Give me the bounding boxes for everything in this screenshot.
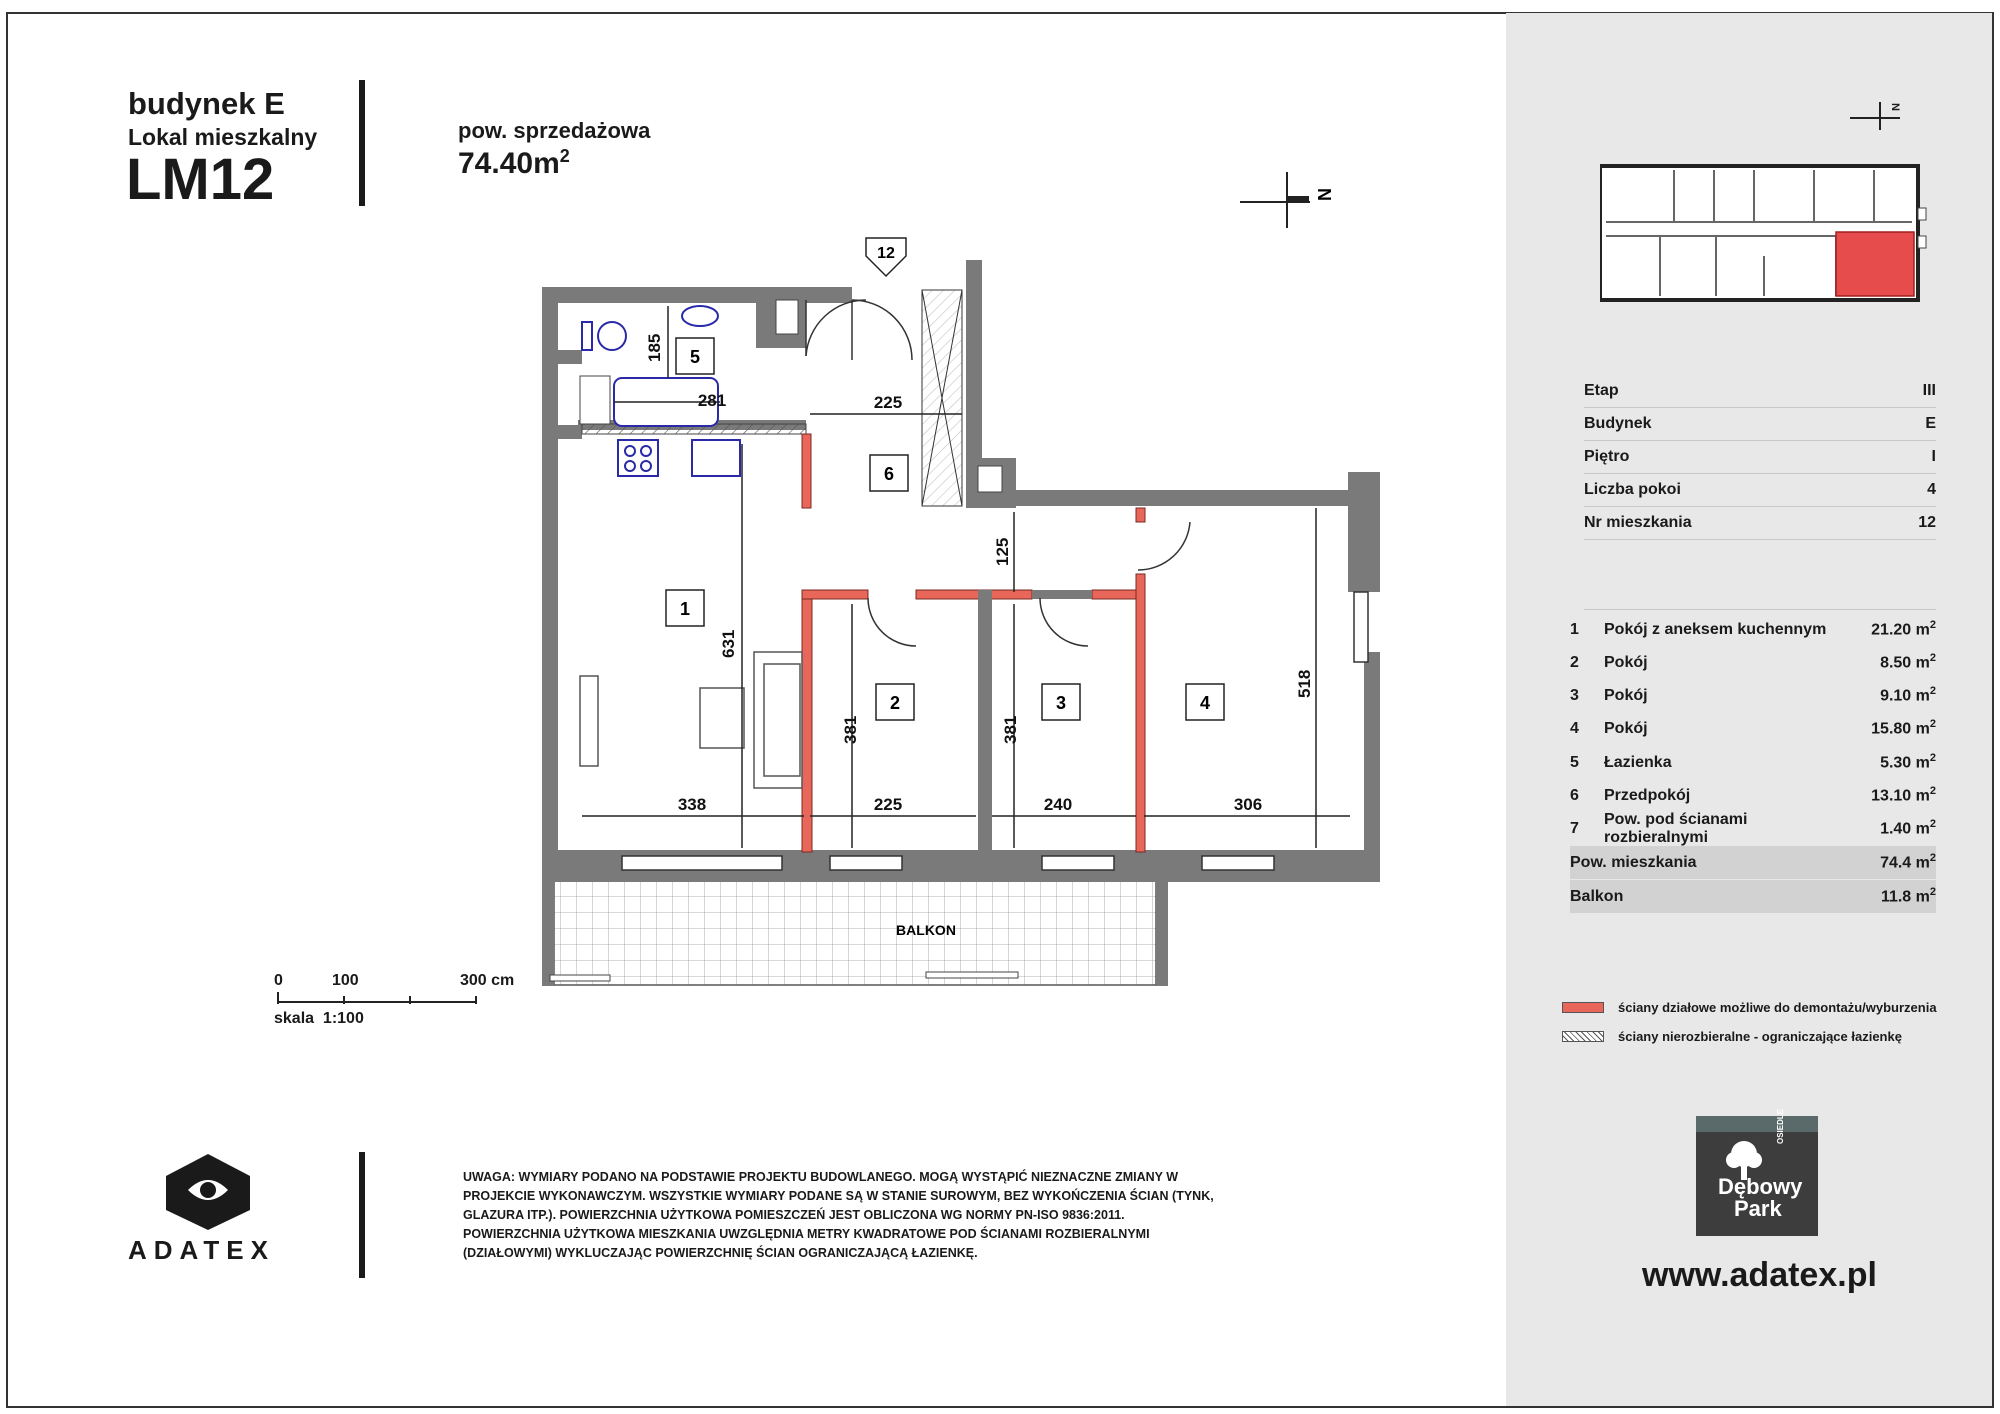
scale-tick-0: 0 xyxy=(274,972,283,989)
building-title: budynek E xyxy=(128,86,285,121)
estate-line2: Park xyxy=(1734,1196,1782,1221)
room-number-2: 2 xyxy=(889,693,901,713)
room-number-3: 3 xyxy=(1055,693,1067,713)
room-row: 7 Pow. pod ścianami rozbieralnymi 1.40 $m^2$ xyxy=(1570,810,1936,846)
room-row: 5 Łazienka 5.30 $m^2$ xyxy=(1570,752,1936,772)
dim-240: 240 xyxy=(1043,795,1073,814)
room-number-6: 6 xyxy=(883,464,895,484)
dim-338: 338 xyxy=(677,795,707,814)
room-row: 1 Pokój z aneksem kuchennym 21.20 $m^2$ xyxy=(1570,619,1936,639)
footer-divider xyxy=(359,1152,365,1278)
balcony-label: BALKON xyxy=(896,922,956,938)
room-number-5: 5 xyxy=(689,347,701,367)
info-row: Etap III xyxy=(1584,374,1936,408)
info-row: Piętro I xyxy=(1584,440,1936,474)
estate-line1: Dębowy xyxy=(1718,1174,1803,1199)
scale-tick-300: 300 cm xyxy=(460,972,515,989)
room-row: 4 Pokój 15.80 $m^2$ xyxy=(1570,718,1936,738)
legend-bathroom-walls: ściany nierozbieralne - ograniczające łazienkę xyxy=(1562,1029,1902,1044)
info-row: Budynek E xyxy=(1584,407,1936,441)
total-row: Balkon 11.8 $m^2$ xyxy=(1570,880,1936,913)
room-row: 6 Przedpokój 13.10 $m^2$ xyxy=(1570,785,1936,805)
room-number-1: 1 xyxy=(679,599,691,619)
unit-type: Lokal mieszkalny xyxy=(128,124,318,150)
disclaimer-note: UWAGA: WYMIARY PODANO NA PODSTAWIE PROJEKTU BUDOWLANEGO. MOGĄ WYSTĄPIĆ NIEZNACZNE ZMIANY W PROJEKCIE WYKONAWCZYM. WSZYSTKIE WYMIARY PODANE SĄ W STANIE SUROWYM, BEZ WYKOŃCZENIA ŚCIAN (TYNK, GLAZURA ITP.). POWIERZCHNIA UŻYTKOWA POMIESZCZEŃ JEST OBLICZONA WG NORMY PN-ISO 9836:2011. POWIERZCHNIA UŻYTKOWA MIESZKANIA UWZGLĘDNIA METRY KWADRATOWE POD ŚCIANAMI ROZBIERALNYMI (DZIAŁOWYMI) WYKLUCZAJĄC POWIERZCHNIĘ ŚCIAN OGRANICZAJĄCĄ ŁAZIENKĘ. xyxy=(463,1170,1214,1260)
dim-518: 518 xyxy=(1295,669,1314,698)
north-arrow-icon xyxy=(1240,172,1334,228)
total-row: Pow. mieszkania 74.4 $m^2$ xyxy=(1570,846,1936,879)
dim-225: 225 xyxy=(873,795,903,814)
info-row: Liczba pokoi 4 xyxy=(1584,473,1936,507)
dim-306: 306 xyxy=(1233,795,1263,814)
dim-281: 281 xyxy=(697,391,727,410)
room-row: 3 Pokój 9.10 $m^2$ xyxy=(1570,685,1936,705)
adatex-logo-icon xyxy=(160,1152,256,1232)
balcony xyxy=(554,880,1156,985)
website-url[interactable]: www.adatex.pl xyxy=(1642,1256,1877,1294)
dim-225-hall: 225 xyxy=(873,393,903,412)
area-value: $74.40m^2$ xyxy=(458,146,570,180)
scale-label: skala 1:100 xyxy=(274,1010,364,1027)
dim-381-a: 381 xyxy=(841,715,860,744)
room-row: 2 Pokój 8.50 $m^2$ xyxy=(1570,652,1936,672)
scale-tick-100: 100 xyxy=(332,972,359,989)
scale-bar xyxy=(270,990,490,1012)
room-number-4: 4 xyxy=(1199,693,1211,713)
entrance-number: 12 xyxy=(877,245,895,262)
key-plan-compass-letter: N xyxy=(1888,103,1901,111)
highlighted-unit xyxy=(1836,232,1914,296)
area-label: pow. sprzedażowa xyxy=(458,118,651,143)
unit-code: LM12 xyxy=(126,147,275,212)
legend-removable: ściany działowe możliwe do demontażu/wyburzenia xyxy=(1562,1000,1937,1015)
key-plan xyxy=(1600,96,1940,306)
compass-letter: N xyxy=(1314,188,1334,201)
info-row: Nr mieszkania 12 xyxy=(1584,506,1936,540)
estate-small: OSIEDLE xyxy=(1776,1108,1785,1144)
dim-631: 631 xyxy=(719,629,738,658)
company-name: ADATEX xyxy=(128,1235,275,1265)
dim-185: 185 xyxy=(645,333,664,362)
debowy-park-logo xyxy=(1696,1108,1818,1236)
dim-381-b: 381 xyxy=(1001,715,1020,744)
dim-125: 125 xyxy=(993,537,1012,566)
